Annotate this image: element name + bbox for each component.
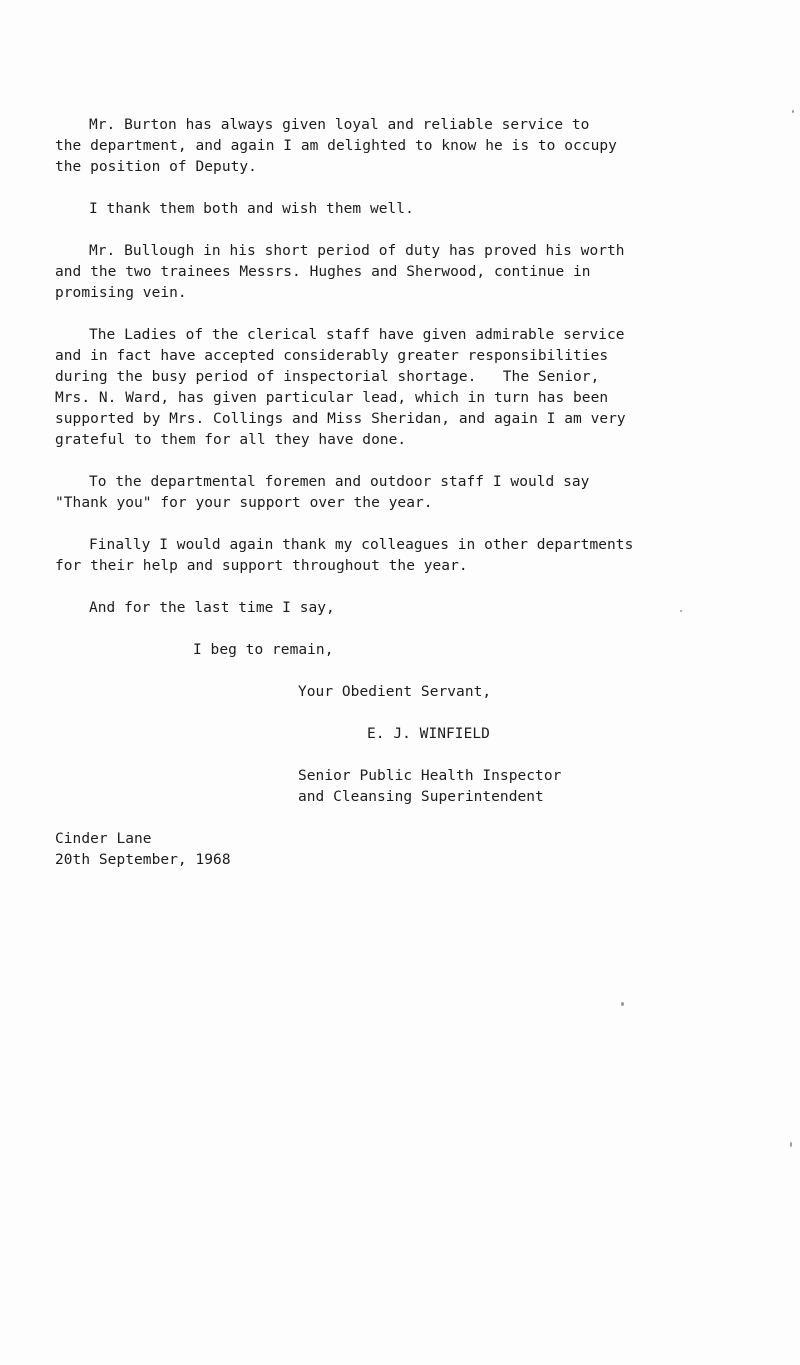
paragraph-4-line-5: supported by Mrs. Collings and Miss Sheridan, and again I am very [55, 411, 626, 427]
paragraph-3-line-3: promising vein. [55, 285, 187, 301]
paragraph-3-line-2: and the two trainees Messrs. Hughes and Sherwood, continue in [55, 264, 591, 280]
signatory-title-line-1: Senior Public Health Inspector [298, 768, 562, 784]
closing-remain: I beg to remain, [193, 642, 334, 658]
paragraph-1-line-3: the position of Deputy. [55, 159, 257, 175]
scan-speck [621, 1002, 624, 1006]
address-date: 20th September, 1968 [55, 852, 231, 868]
scan-speck [792, 110, 794, 113]
paragraph-4-line-1: The Ladies of the clerical staff have given admirable service [89, 327, 625, 343]
scan-speck [680, 610, 682, 612]
paragraph-4-line-4: Mrs. N. Ward, has given particular lead, which in turn has been [55, 390, 609, 406]
paragraph-5-line-1: To the departmental foremen and outdoor staff I would say [89, 474, 590, 490]
signatory-title-line-2: and Cleansing Superintendent [298, 789, 544, 805]
paragraph-1-line-1: Mr. Burton has always given loyal and reliable service to [89, 117, 590, 133]
signatory-name: E. J. WINFIELD [367, 726, 490, 742]
paragraph-4-line-6: grateful to them for all they have done. [55, 432, 407, 448]
address-place: Cinder Lane [55, 831, 152, 847]
scan-speck [790, 1142, 792, 1147]
paragraph-7-line-1: And for the last time I say, [89, 600, 335, 616]
paragraph-6-line-1: Finally I would again thank my colleagues in other departments [89, 537, 634, 553]
closing-servant: Your Obedient Servant, [298, 684, 492, 700]
paragraph-5-line-2: "Thank you" for your support over the year. [55, 495, 433, 511]
paragraph-6-line-2: for their help and support throughout the year. [55, 558, 468, 574]
paragraph-4-line-2: and in fact have accepted considerably greater responsibilities [55, 348, 609, 364]
paragraph-4-line-3: during the busy period of inspectorial shortage. The Senior, [55, 369, 600, 385]
paragraph-1-line-2: the department, and again I am delighted to know he is to occupy [55, 138, 617, 154]
paragraph-2-line-1: I thank them both and wish them well. [89, 201, 414, 217]
paragraph-3-line-1: Mr. Bullough in his short period of duty has proved his worth [89, 243, 625, 259]
